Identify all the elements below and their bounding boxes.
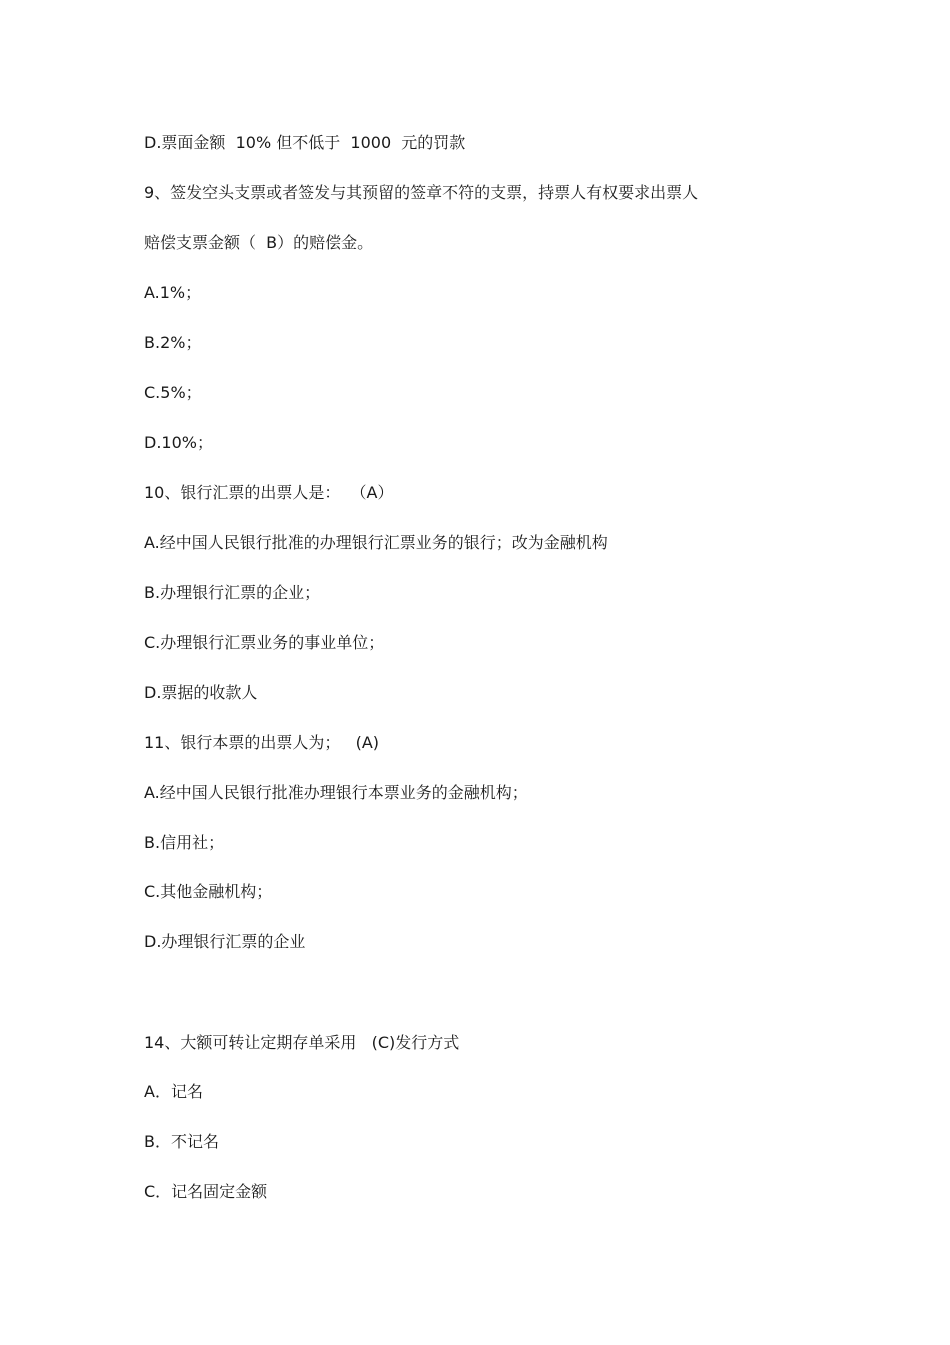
option-line: A.经中国人民银行批准的办理银行汇票业务的银行；改为金融机构 — [144, 533, 608, 552]
option-line: A．记名 — [144, 1082, 203, 1101]
option-line: D.票据的收款人 — [144, 683, 258, 702]
option-line: C．记名固定金额 — [144, 1182, 268, 1201]
option-line: B.2%； — [144, 333, 202, 352]
option-line: D.票面金额 10% 但不低于 1000 元的罚款 — [144, 133, 466, 152]
option-line: B.信用社； — [144, 833, 225, 852]
question-line: 9、签发空头支票或者签发与其预留的签章不符的支票，持票人有权要求出票人 — [144, 183, 699, 202]
option-line: B.办理银行汇票的企业； — [144, 583, 321, 602]
option-line: D.10%； — [144, 433, 213, 452]
option-line: C.办理银行汇票业务的事业单位； — [144, 633, 385, 652]
question-line: 10、银行汇票的出票人是： （A） — [144, 483, 394, 502]
question-line: 14、大额可转让定期存单采用 (C)发行方式 — [144, 1033, 460, 1052]
option-line: D.办理银行汇票的企业 — [144, 932, 306, 951]
question-line-continued: 赔偿支票金额（ B）的赔偿金。 — [144, 233, 374, 252]
question-line: 11、银行本票的出票人为； (A) — [144, 733, 380, 752]
option-line: A.经中国人民银行批准办理银行本票业务的金融机构； — [144, 783, 528, 802]
option-line: C.5%； — [144, 383, 202, 402]
option-line: A.1%； — [144, 283, 202, 302]
option-line: B．不记名 — [144, 1132, 219, 1151]
option-line: C.其他金融机构； — [144, 882, 273, 901]
